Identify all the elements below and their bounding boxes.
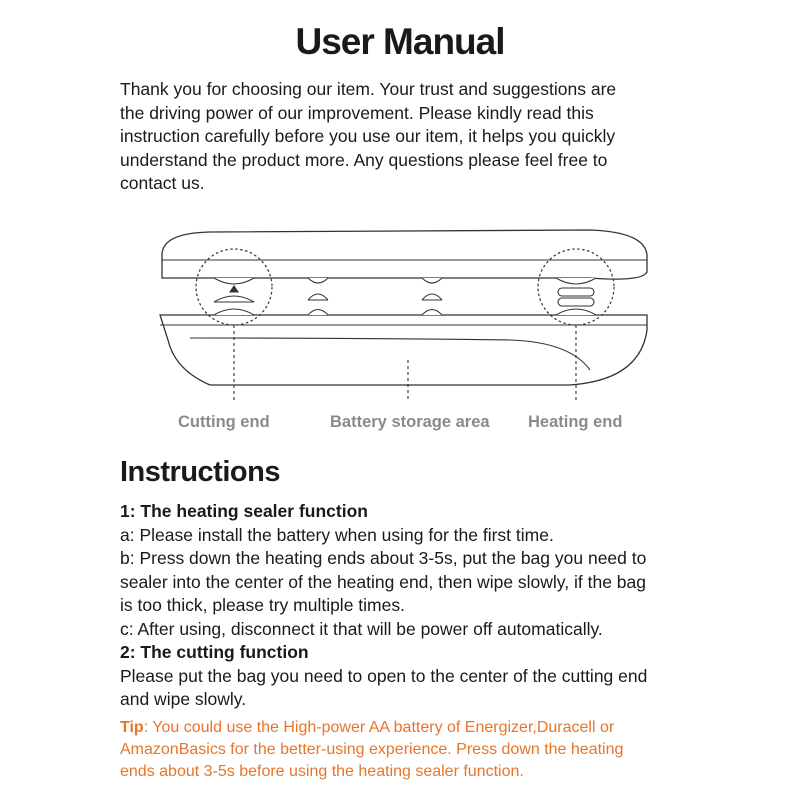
tip-text: : You could use the High-power AA battery of Energizer,Duracell or [143, 719, 615, 736]
step-b: sealer into the center of the heating end, then wipe slowly, if the bag [120, 571, 646, 592]
intro-line: the driving power of our improvement. Please kindly read this [120, 102, 594, 123]
instructions-heading: Instructions [120, 456, 280, 488]
step-c: c: After using, disconnect it that will be power off automatically. [120, 618, 603, 639]
tip-note [120, 717, 720, 783]
product-diagram [150, 220, 660, 400]
step-b: b: Press down the heating ends about 3-5s, put the bag you need to [120, 548, 647, 568]
instructions-body [120, 500, 720, 712]
cutting-step: and wipe slowly. [120, 689, 247, 709]
intro-line: instruction carefully before you use our item, it helps you quickly [120, 126, 616, 146]
tip-label: Tip [120, 719, 144, 736]
top-arm [162, 230, 647, 279]
cutting-end-detail [214, 278, 254, 315]
step-a: a: Please install the battery when using for the first time. [120, 524, 554, 545]
tip-line: ends about 3-5s before using the heating sealer function. [120, 763, 524, 780]
intro-line: contact us. [120, 173, 205, 193]
heating-function-heading: 1: The heating sealer function [120, 501, 368, 521]
intro-line: understand the product more. Any questions please feel free to [120, 149, 608, 170]
cutting-step: Please put the bag you need to open to the center of the cutting end [120, 665, 648, 686]
hinge-right [422, 278, 442, 315]
intro-paragraph [120, 78, 720, 196]
heating-end-label: Heating end [528, 413, 623, 431]
cutting-end-label: Cutting end [178, 413, 270, 431]
sealer-illustration [150, 220, 660, 400]
hinge-left [308, 278, 328, 315]
heating-end-detail [556, 278, 596, 315]
tip-line [120, 717, 720, 739]
page-title: User Manual [295, 21, 505, 62]
step-b: is too thick, please try multiple times. [120, 595, 405, 615]
intro-line: Thank you for choosing our item. Your trust and suggestions are [120, 79, 617, 99]
battery-area-label: Battery storage area [330, 413, 490, 431]
cutting-function-heading: 2: The cutting function [120, 642, 309, 662]
tip-line: AmazonBasics for the better-using experience. Press down the heating [120, 741, 624, 758]
